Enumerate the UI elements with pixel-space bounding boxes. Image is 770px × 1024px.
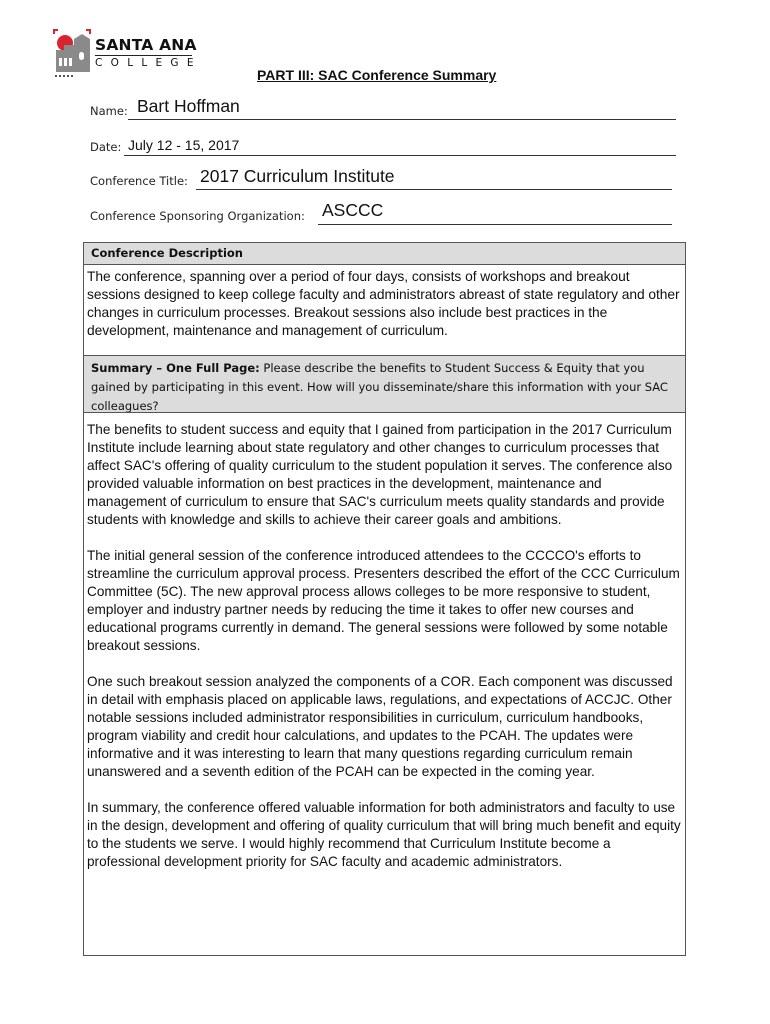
logo-college-name: SANTA ANA [95,36,197,54]
conference-title-underline [196,189,672,190]
page-title: PART III: SAC Conference Summary [257,67,497,83]
summary-paragraph-2: The initial general session of the conference introduced attendees to the CCCCO's efforts to streamline the curriculum approval process. Presenters described the effort of the CCC Curriculum Committee (5C). The new approval process allows colleges to be more responsive to student, employer and industry partner needs by reducing the time it takes to offer new courses and educational programs currently in demand. The general sessions were followed by some notable breakout sessions. [87,548,680,653]
college-logo [52,28,202,80]
conference-title-label: Conference Title: [90,174,188,188]
summary-box[interactable] [83,412,686,956]
logo-college-sub: COLLEGE [95,57,202,69]
sponsoring-org-underline [318,224,672,225]
conference-title-value[interactable]: 2017 Curriculum Institute [200,166,395,186]
summary-paragraph-4: In summary, the conference offered valuable information for both administrators and faculty to use in the design, development and offering of quality curriculum that will bring much benefit and equity to the students we serve. I would highly recommend that Curriculum Institute become a professional development priority for SAC faculty and academic administrators. [87,800,681,869]
summary-paragraph-1: The benefits to student success and equity that I gained from participation in the 2017 Curriculum Institute include learning about state regulatory and other changes to curriculum processes that affect SAC's offering of quality curriculum to the student population it serves. The conference also provided valuable information on best practices in the development, maintenance and management of curriculum to ensure that SAC's curriculum meets quality standards and provide students with knowledge and skills to achieve their career goals and ambitions. [87,422,673,527]
sponsoring-org-value[interactable]: ASCCC [322,200,384,220]
summary-header [83,355,686,413]
description-box [83,264,686,356]
college-building-icon [52,28,92,78]
sponsoring-org-field[interactable] [90,201,672,225]
sponsoring-org-label: Conference Sponsoring Organization: [90,209,305,223]
description-header [83,242,686,265]
date-value[interactable]: July 12 - 15, 2017 [128,137,240,153]
name-field[interactable] [90,96,676,120]
summary-header-bold: Summary – One Full Page: [91,361,260,375]
name-label: Name: [90,104,128,118]
date-field[interactable] [90,132,676,156]
name-underline [128,119,676,120]
date-underline [124,155,676,156]
conference-title-field[interactable] [90,166,672,190]
description-text: The conference, spanning over a period of four days, consists of workshops and breakout sessions designed to keep college faculty and administrators abreast of state regulatory and other changes in curriculum processes. Breakout sessions also include best practices in the development, maintenance and management of curriculum. [87,269,680,338]
description-header-text: Conference Description [91,246,243,260]
date-label: Date: [90,140,122,154]
summary-header-text: Please describe the benefits to Student Success & Equity that you gained by participating in this event. How will you disseminate/share this information with your SAC colleagues? [91,361,668,413]
name-value[interactable]: Bart Hoffman [137,96,240,116]
summary-paragraph-3: One such breakout session analyzed the components of a COR. Each component was discussed in detail with emphasis placed on applicable laws, regulations, and expectations of ACCJC. Other notable sessions included administrator responsibilities in curriculum, curriculum handbooks, program viability and credit hour calculations, and updates to the PCAH. The updates were informative and it was interesting to learn that many questions regarding curriculum remain unanswered and a seventh edition of the PCAH can be expected in the coming year. [87,674,673,779]
